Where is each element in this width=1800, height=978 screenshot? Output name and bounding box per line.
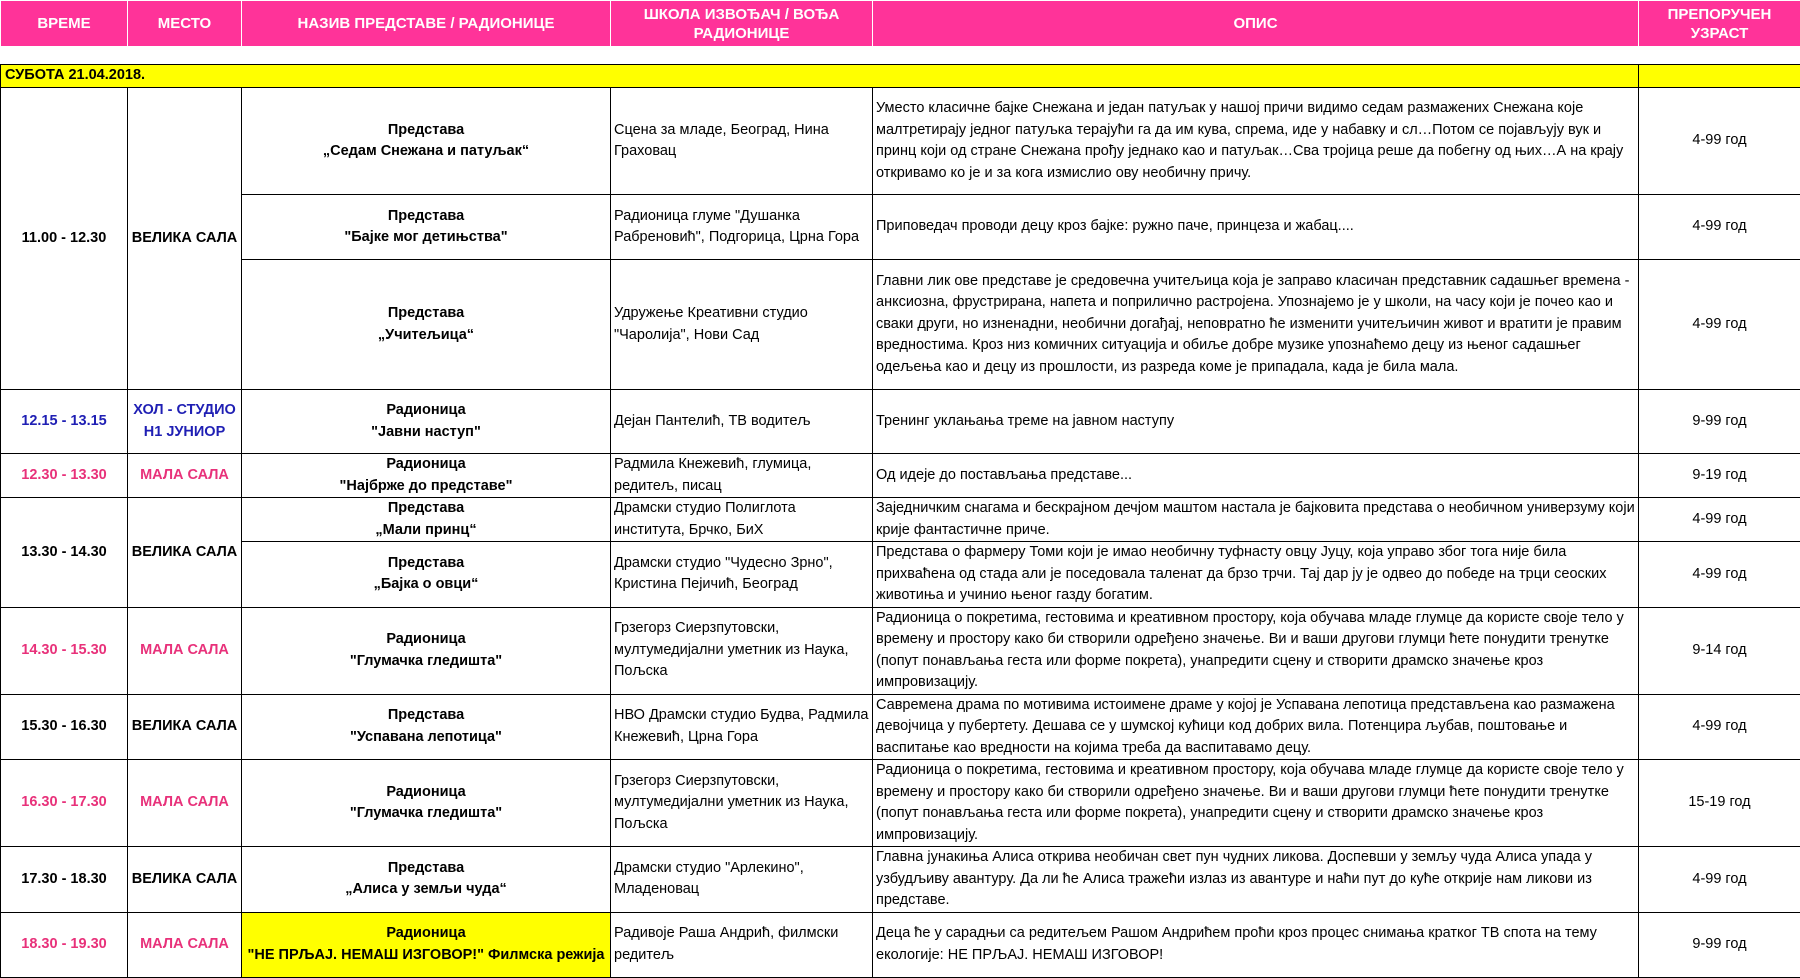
age-cell: 4-99 год xyxy=(1639,260,1800,390)
header-place: МЕСТО xyxy=(128,1,242,47)
title-cell xyxy=(242,912,611,977)
table-row xyxy=(1,195,1800,260)
time-cell: 13.30 - 14.30 xyxy=(1,498,128,608)
org-cell: Сцена за младе, Београд, Нина Граховац xyxy=(611,88,873,195)
time-cell: 14.30 - 15.30 xyxy=(1,607,128,694)
table-row xyxy=(1,498,1800,542)
event-type: Представа xyxy=(245,858,607,880)
header-age: ПРЕПОРУЧЕН УЗРАСТ xyxy=(1639,1,1800,47)
event-type: Представа xyxy=(245,120,607,142)
title-cell xyxy=(242,542,611,608)
event-type: Представа xyxy=(245,553,607,575)
age-cell: 9-14 год xyxy=(1639,607,1800,694)
table-row xyxy=(1,88,1800,195)
age-cell: 9-19 год xyxy=(1639,454,1800,498)
place-cell: ВЕЛИКА САЛА xyxy=(128,498,242,608)
table-row xyxy=(1,607,1800,694)
event-type: Радионица xyxy=(245,782,607,804)
desc-cell: Главна јунакиња Алиса открива необичан свет пун чудних ликова. Доспевши у земљу чуда Алиса упада у узбудљиву авантуру. Да ли ће Алиса тражећи излаз из авантуре и наћи пут до куће открије нам ликови из представе. xyxy=(873,847,1639,913)
day-row xyxy=(1,65,1800,88)
time-cell: 12.30 - 13.30 xyxy=(1,454,128,498)
desc-cell: Од идеје до постављања представе... xyxy=(873,454,1639,498)
desc-cell: Главни лик ове представе је средовечна учитељица која је заправо класичан представник садашњег времена - анксиозна, фрустрирана, напета и поприлично растројена. Упознајемо је у школи, на часу који је почео као и сваки други, но изненадни, необични догађај, неповратно ће изменити учитељичин живот и вратити је правим вредностима. Кроз низ комичних ситуација и обиље добре музике упознаћемо децу из њеног садашњег одељења као и децу из прошлости, из разреда коме је припадала, када је била мала. xyxy=(873,260,1639,390)
org-cell: Радивоје Раша Андрић, филмски редитељ xyxy=(611,912,873,977)
age-cell: 15-19 год xyxy=(1639,760,1800,847)
desc-cell: Радионица о покретима, гестовима и креативном простору, која обучава младе глумце да користе своје тело у времену и простору како би створили одређено значење. Ви и ваши другови глумци ћете понудити тренутке (попут понављања геста или форме покрета), унапредити сцену и створити драмско значење кроз импровизацију. xyxy=(873,607,1639,694)
place-cell: МАЛА САЛА xyxy=(128,912,242,977)
table-row xyxy=(1,260,1800,390)
place-cell: МАЛА САЛА xyxy=(128,454,242,498)
title-cell xyxy=(242,454,611,498)
time-cell: 11.00 - 12.30 xyxy=(1,88,128,390)
event-type: Радионица xyxy=(245,923,607,945)
event-type: Представа xyxy=(245,498,607,520)
event-type: Представа xyxy=(245,206,607,228)
time-cell: 12.15 - 13.15 xyxy=(1,390,128,454)
org-cell: НВО Драмски студио Будва, Радмила Кнежевић, Црна Гора xyxy=(611,694,873,760)
header-row xyxy=(1,1,1800,47)
desc-cell: Радионица о покретима, гестовима и креативном простору, која обучава младе глумце да користе своје тело у времену и простору како би створили одређено значење. Ви и ваши другови глумци ћете понудити тренутке (попут понављања геста или форме покрета), унапредити сцену и створити драмско значење кроз импровизацију. xyxy=(873,760,1639,847)
org-cell: Радмила Кнежевић, глумица, редитељ, писац xyxy=(611,454,873,498)
event-type: Радионица xyxy=(245,454,607,476)
event-name: „Мали принц“ xyxy=(245,520,607,542)
age-cell: 9-99 год xyxy=(1639,912,1800,977)
desc-cell: Тренинг уклањања треме на јавном наступу xyxy=(873,390,1639,454)
event-name: "НЕ ПРЉАЈ. НЕМАШ ИЗГОВОР!" Филмска режија xyxy=(245,945,607,967)
age-cell: 4-99 год xyxy=(1639,195,1800,260)
place-cell: МАЛА САЛА xyxy=(128,607,242,694)
header-org: ШКОЛА ИЗВОЂАЧ / ВОЂА РАДИОНИЦЕ xyxy=(611,1,873,47)
title-cell xyxy=(242,694,611,760)
header-table xyxy=(0,0,1800,47)
event-type: Радионица xyxy=(245,400,607,422)
title-cell xyxy=(242,88,611,195)
event-name: "Глумачка гледишта" xyxy=(245,803,607,825)
event-type: Радионица xyxy=(245,629,607,651)
title-cell xyxy=(242,195,611,260)
time-cell: 16.30 - 17.30 xyxy=(1,760,128,847)
desc-cell: Деца ће у сарадњи са редитељем Рашом Андрићем проћи кроз процес снимања кратког ТВ спота на тему екологије: НЕ ПРЉАЈ. НЕМАШ ИЗГОВОР! xyxy=(873,912,1639,977)
title-cell xyxy=(242,607,611,694)
place-cell: ХОЛ - СТУДИО Н1 ЈУНИОР xyxy=(128,390,242,454)
event-name: "Бајке мог детињства" xyxy=(245,227,607,249)
age-cell: 4-99 год xyxy=(1639,88,1800,195)
org-cell: Драмски студио "Чудесно Зрно", Кристина Пејичић, Београд xyxy=(611,542,873,608)
event-name: "Успавана лепотица" xyxy=(245,727,607,749)
age-cell: 9-99 год xyxy=(1639,390,1800,454)
title-cell xyxy=(242,260,611,390)
place-cell: ВЕЛИКА САЛА xyxy=(128,88,242,390)
age-cell: 4-99 год xyxy=(1639,542,1800,608)
event-name: „Алиса у земљи чуда“ xyxy=(245,879,607,901)
day-label: СУБОТА 21.04.2018. xyxy=(1,65,1639,88)
org-cell: Драмски студио "Арлекино", Младеновац xyxy=(611,847,873,913)
org-cell: Удружење Креативни студио "Чаролија", Нови Сад xyxy=(611,260,873,390)
event-name: „Учитељица“ xyxy=(245,325,607,347)
header-desc: ОПИС xyxy=(873,1,1639,47)
schedule-table xyxy=(0,64,1800,978)
org-cell: Грзегорз Сиерзпутовски, мултумедијални уметник из Наука, Пољска xyxy=(611,760,873,847)
event-name: „Бајка о овци“ xyxy=(245,574,607,596)
header-time: ВРЕМЕ xyxy=(1,1,128,47)
org-cell: Дејан Пантелић, ТВ водитељ xyxy=(611,390,873,454)
desc-cell: Заједничким снагама и бескрајном дечјом маштом настала је бајковита представа о необичном универзуму који крије фантастичне приче. xyxy=(873,498,1639,542)
age-cell: 4-99 год xyxy=(1639,847,1800,913)
event-name: "Најбрже до представе" xyxy=(245,476,607,498)
day-empty xyxy=(1639,65,1800,88)
title-cell xyxy=(242,847,611,913)
title-cell xyxy=(242,390,611,454)
org-cell: Драмски студио Полиглота института, Брчко, БиХ xyxy=(611,498,873,542)
header-title: НАЗИВ ПРЕДСТАВЕ / РАДИОНИЦЕ xyxy=(242,1,611,47)
event-name: „Седам Снежана и патуљак“ xyxy=(245,141,607,163)
table-row xyxy=(1,847,1800,913)
table-row xyxy=(1,390,1800,454)
desc-cell: Представа о фармеру Томи који је имао необичну туфнасту овцу Јуцу, која управо због тога није била прихваћена од стада али је поседовала таленат да брзо трчи. Тај дар ју је одвео до победе на трци сеоских животиња и учинио њеног газду богатим. xyxy=(873,542,1639,608)
time-cell: 17.30 - 18.30 xyxy=(1,847,128,913)
event-name: "Јавни наступ" xyxy=(245,422,607,444)
time-cell: 18.30 - 19.30 xyxy=(1,912,128,977)
event-name: "Глумачка гледишта" xyxy=(245,651,607,673)
desc-cell: Приповедач проводи децу кроз бајке: ружно паче, принцеза и жабац.... xyxy=(873,195,1639,260)
place-cell: ВЕЛИКА САЛА xyxy=(128,694,242,760)
org-cell: Грзегорз Сиерзпутовски, мултумедијални уметник из Наука, Пољска xyxy=(611,607,873,694)
place-cell: ВЕЛИКА САЛА xyxy=(128,847,242,913)
org-cell: Радионица глуме "Душанка Рабреновић", Подгорица, Црна Гора xyxy=(611,195,873,260)
title-cell xyxy=(242,760,611,847)
desc-cell: Уместо класичне бајке Снежана и један патуљак у нашој причи видимо седам размажених Снежана које малтретирају једног патуљка терајући га да им кува, спрема, иде у набавку и сл…Потом се појављују вук и принц који од стране Снежана прођу једнако као и патуљак…Сва тројица реше да побегну од њих…А на крају откривамо ко је и за кога измислио ову необичну причу. xyxy=(873,88,1639,195)
place-cell: МАЛА САЛА xyxy=(128,760,242,847)
age-cell: 4-99 год xyxy=(1639,694,1800,760)
event-type: Представа xyxy=(245,705,607,727)
time-cell: 15.30 - 16.30 xyxy=(1,694,128,760)
table-row xyxy=(1,912,1800,977)
table-row xyxy=(1,694,1800,760)
title-cell xyxy=(242,498,611,542)
event-type: Представа xyxy=(245,303,607,325)
table-row xyxy=(1,760,1800,847)
desc-cell: Савремена драма по мотивима истоимене драме у којој је Успавана лепотица представљена као размажена девојчица у пубертету. Дешава се у шумској кућици код добрих вила. Потенцира љубав, поштовање и васпитање као вредности на којима треба да васпитавамо децу. xyxy=(873,694,1639,760)
table-row xyxy=(1,454,1800,498)
age-cell: 4-99 год xyxy=(1639,498,1800,542)
table-row xyxy=(1,542,1800,608)
